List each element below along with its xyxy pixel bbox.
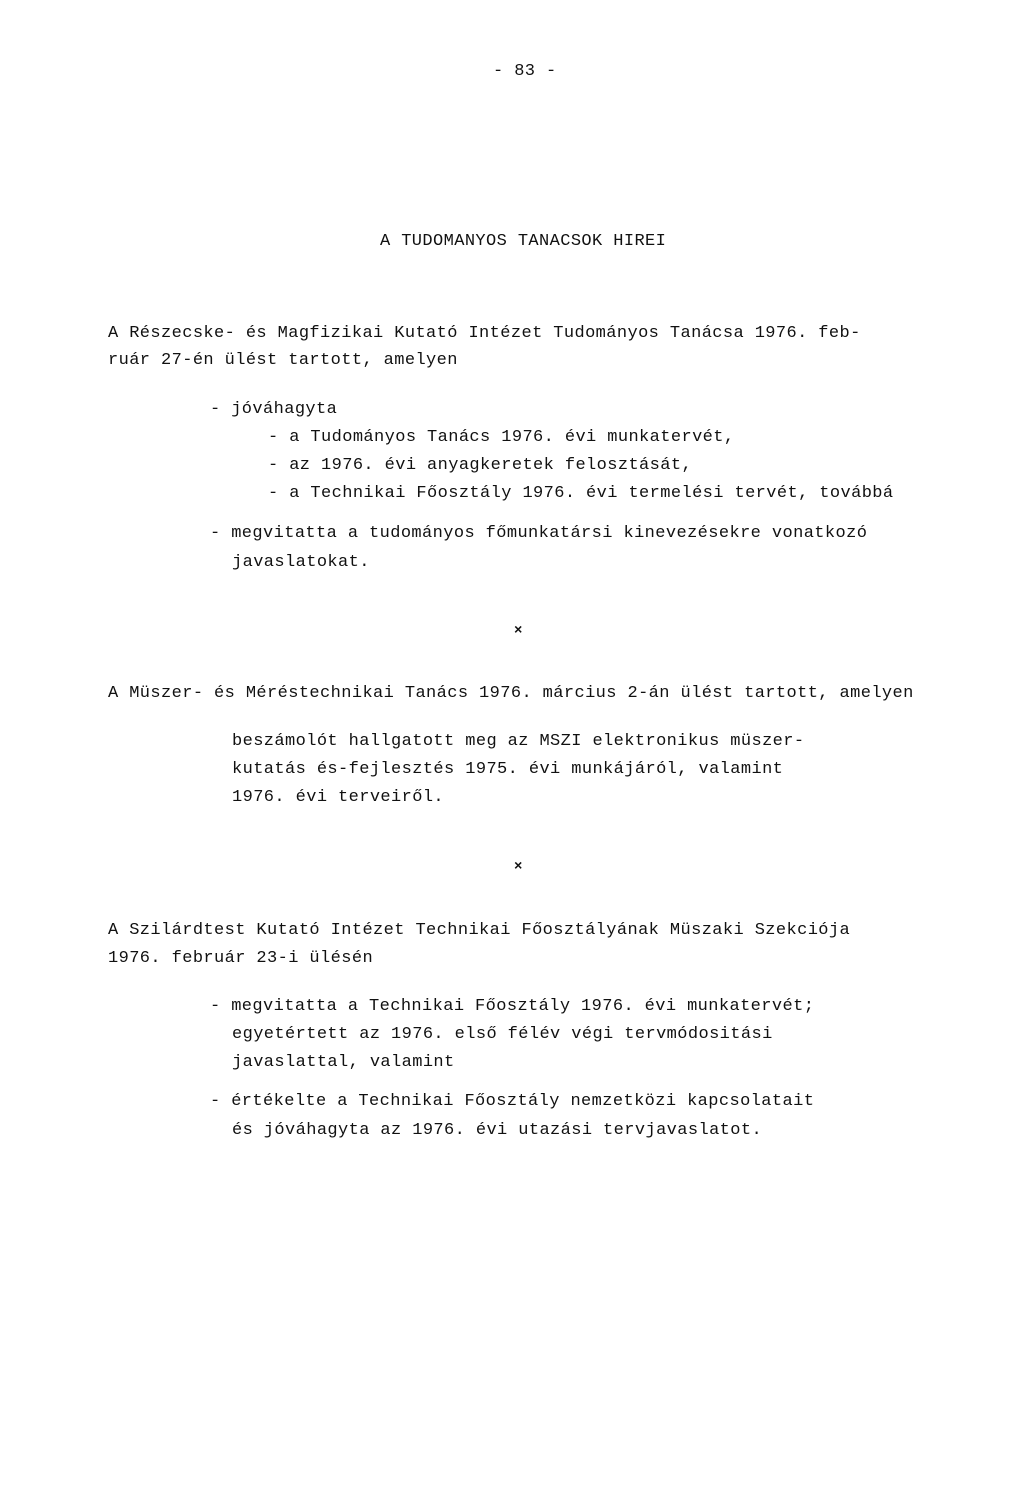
separator-star-2: × xyxy=(514,859,523,875)
separator-star-1: × xyxy=(514,623,523,639)
section1-sub1: - a Tudományos Tanács 1976. évi munkatervét, xyxy=(268,428,735,447)
section3-item1-line3: javaslattal, valamint xyxy=(232,1053,455,1072)
section3-item2-line2: és jóváhagyta az 1976. évi utazási tervjavaslatot. xyxy=(232,1121,763,1140)
section3-intro-line2: 1976. február 23-i ülésén xyxy=(108,949,374,968)
section1-intro-line1: A Részecske- és Magfizikai Kutató Intézet Tudományos Tanácsa 1976. feb- xyxy=(108,324,861,343)
section2-body-line1: beszámolót hallgatott meg az MSZI elektronikus müszer- xyxy=(232,732,805,751)
section1-intro-line2: ruár 27-én ülést tartott, amelyen xyxy=(108,351,458,370)
section3-item1-line1: - megvitatta a Technikai Főosztály 1976. évi munkatervét; xyxy=(210,997,815,1016)
section1-item2-line2: javaslatokat. xyxy=(232,553,370,572)
section1-item1: - jóváhagyta xyxy=(210,400,338,419)
section1-item2-line1: - megvitatta a tudományos főmunkatársi kinevezésekre vonatkozó xyxy=(210,524,868,543)
page-number: - 83 - xyxy=(493,62,557,81)
section3-intro-line1: A Szilárdtest Kutató Intézet Technikai Főosztályának Müszaki Szekciója xyxy=(108,921,851,940)
section2-intro: A Müszer- és Méréstechnikai Tanács 1976. március 2-án ülést tartott, amelyen xyxy=(108,684,914,703)
section3-item1-line2: egyetértett az 1976. első félév végi tervmódositási xyxy=(232,1025,773,1044)
section2-body-line2: kutatás és-fejlesztés 1975. évi munkájáról, valamint xyxy=(232,760,784,779)
section1-sub3: - a Technikai Főosztály 1976. évi termelési tervét, továbbá xyxy=(268,484,894,503)
section3-item2-line1: - értékelte a Technikai Főosztály nemzetközi kapcsolatait xyxy=(210,1092,815,1111)
page-heading: A TUDOMANYOS TANACSOK HIREI xyxy=(380,232,667,251)
section2-body-line3: 1976. évi terveiről. xyxy=(232,788,445,807)
section1-sub2: - az 1976. évi anyagkeretek felosztását, xyxy=(268,456,693,475)
